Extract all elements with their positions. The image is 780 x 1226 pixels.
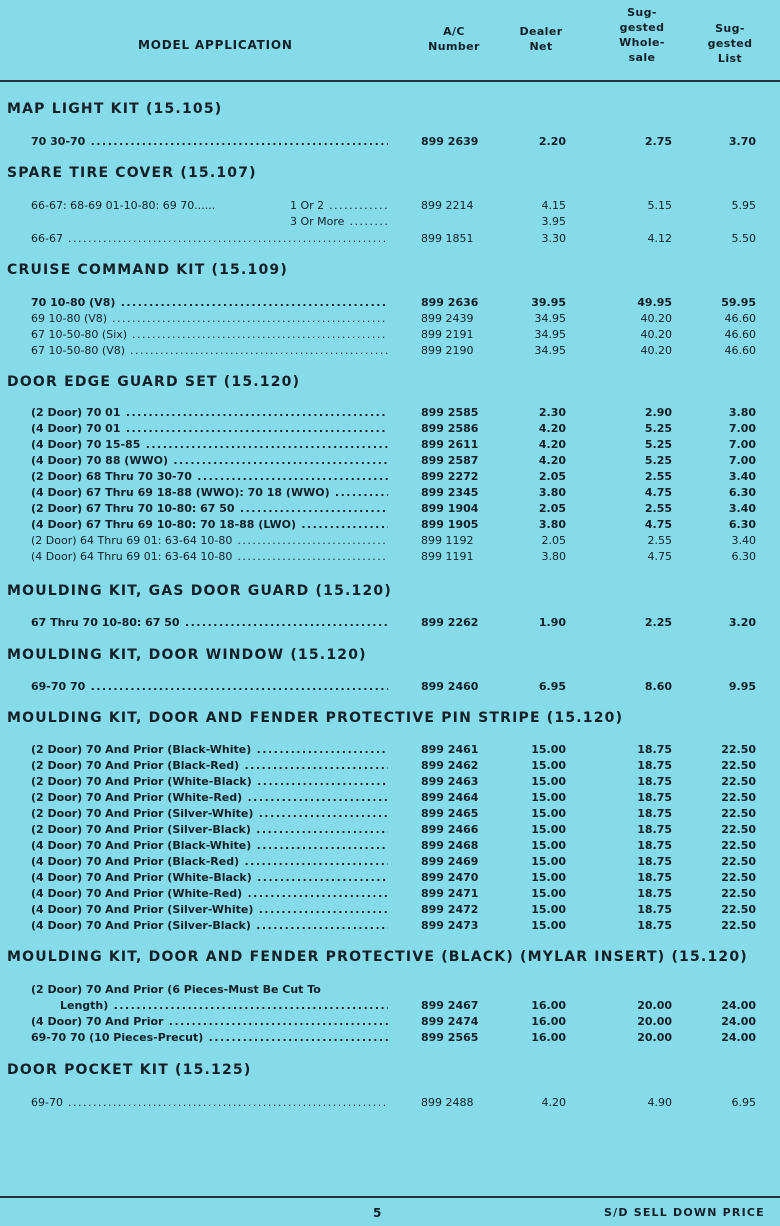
model-application-cell: (2 Door) 68 Thru 70 30-70 .....: [31, 470, 388, 483]
list-price-cell: 7.00: [728, 422, 756, 435]
wholesale-cell: 18.75: [637, 823, 672, 836]
header-ac-number: A/C Number: [428, 25, 480, 53]
table-row: [0, 807, 780, 823]
wholesale-cell: 4.90: [647, 1096, 672, 1109]
table-row: [0, 215, 780, 231]
ac-number-cell: 899 2611: [421, 438, 479, 451]
model-application-cell: (4 Door) 70 88 (WWO) .....: [31, 454, 388, 467]
dealer-net-cell: 16.00: [531, 999, 566, 1012]
section-title: DOOR EDGE GUARD SET (15.120): [7, 374, 301, 390]
list-price-cell: 24.00: [721, 1031, 756, 1044]
wholesale-cell: 4.75: [647, 550, 672, 563]
dealer-net-cell: 34.95: [534, 344, 566, 357]
wholesale-cell: 2.25: [644, 616, 672, 629]
model-application-cell: (4 Door) 70 And Prior (Silver-Black) .....: [31, 919, 388, 932]
model-application-cell: (4 Door) 70 And Prior (Black-Red) .....: [31, 855, 388, 868]
model-application-cell: (4 Door) 64 Thru 69 01: 63-64 10-80 .....: [31, 550, 388, 563]
model-application-cell: (2 Door) 70 And Prior (White-Black) .....: [31, 775, 388, 788]
ac-number-cell: 899 2439: [421, 312, 474, 325]
ac-number-cell: 899 2469: [421, 855, 479, 868]
dealer-net-cell: 15.00: [531, 775, 566, 788]
list-price-cell: 22.50: [721, 759, 756, 772]
table-row: [0, 999, 780, 1015]
header-dealer-net: Dealer Net: [519, 25, 563, 53]
wholesale-cell: 5.25: [644, 438, 672, 451]
dealer-net-cell: 15.00: [531, 919, 566, 932]
table-row: [0, 775, 780, 791]
ac-number-cell: 899 1904: [421, 502, 479, 515]
model-application-cell: (2 Door) 70 And Prior (White-Red) .....: [31, 791, 388, 804]
model-application-cell: (2 Door) 64 Thru 69 01: 63-64 10-80 .....: [31, 534, 388, 547]
list-price-cell: 3.70: [728, 135, 756, 148]
model-application-cell: 69 10-80 (V8) .....: [31, 312, 388, 325]
list-price-cell: 7.00: [728, 454, 756, 467]
list-price-cell: 46.60: [724, 328, 756, 341]
model-application-cell: 69-70 70 .....: [31, 680, 388, 693]
table-row: [0, 871, 780, 887]
table-row: [0, 983, 780, 999]
table-row: [0, 823, 780, 839]
dealer-net-cell: 15.00: [531, 871, 566, 884]
table-row: [0, 344, 780, 360]
dealer-net-cell: 3.80: [538, 486, 566, 499]
model-application-cell: (4 Door) 70 And Prior (Silver-White) .....: [31, 903, 388, 916]
wholesale-cell: 40.20: [640, 344, 672, 357]
ac-number-cell: 899 2465: [421, 807, 479, 820]
wholesale-cell: 8.60: [644, 680, 672, 693]
list-price-cell: 6.30: [728, 486, 756, 499]
model-application-cell: (4 Door) 70 15-85 .....: [31, 438, 388, 451]
ac-number-cell: 899 2460: [421, 680, 479, 693]
wholesale-cell: 5.15: [647, 199, 672, 212]
wholesale-cell: 40.20: [640, 312, 672, 325]
dealer-net-cell: 3.30: [541, 232, 566, 245]
table-row: [0, 534, 780, 550]
model-application-cell: 70 30-70 .....: [31, 135, 388, 148]
dealer-net-cell: 15.00: [531, 807, 566, 820]
quantity-cell: 1 Or 2 .....: [290, 199, 390, 212]
model-application-cell: (4 Door) 67 Thru 69 18-88 (WWO): 70 18 (WWO) .....: [31, 486, 388, 499]
list-price-cell: 22.50: [721, 807, 756, 820]
wholesale-cell: 4.75: [644, 486, 672, 499]
list-price-cell: 24.00: [721, 999, 756, 1012]
section-title: MOULDING KIT, DOOR WINDOW (15.120): [7, 647, 367, 663]
ac-number-cell: 899 2473: [421, 919, 479, 932]
dealer-net-cell: 3.80: [541, 550, 566, 563]
model-application-cell: 70 10-80 (V8) .....: [31, 296, 388, 309]
table-row: [0, 791, 780, 807]
list-price-cell: 3.40: [728, 502, 756, 515]
wholesale-cell: 5.25: [644, 422, 672, 435]
ac-number-cell: 899 1905: [421, 518, 479, 531]
list-price-cell: 22.50: [721, 791, 756, 804]
list-price-cell: 6.30: [728, 518, 756, 531]
table-row: [0, 199, 780, 215]
wholesale-cell: 18.75: [637, 919, 672, 932]
dealer-net-cell: 6.95: [538, 680, 566, 693]
ac-number-cell: 899 2636: [421, 296, 479, 309]
table-row: [0, 502, 780, 518]
dealer-net-cell: 2.30: [538, 406, 566, 419]
table-row: [0, 616, 780, 632]
model-application-cell: (2 Door) 70 01 .....: [31, 406, 388, 419]
list-price-cell: 46.60: [724, 344, 756, 357]
list-price-cell: 22.50: [721, 775, 756, 788]
list-price-cell: 3.40: [731, 534, 756, 547]
list-price-cell: 24.00: [721, 1015, 756, 1028]
dealer-net-cell: 15.00: [531, 839, 566, 852]
ac-number-cell: 899 2464: [421, 791, 479, 804]
list-price-cell: 46.60: [724, 312, 756, 325]
ac-number-cell: 899 2474: [421, 1015, 479, 1028]
header-suggested-wholesale: Sug- gested Whole- sale: [619, 6, 665, 64]
model-application-cell: 69-70 70 (10 Pieces-Precut) .....: [31, 1031, 388, 1044]
table-row: [0, 680, 780, 696]
dealer-net-cell: 1.90: [538, 616, 566, 629]
wholesale-cell: 4.12: [647, 232, 672, 245]
wholesale-cell: 2.55: [644, 502, 672, 515]
ac-number-cell: 899 2190: [421, 344, 474, 357]
table-row: [0, 887, 780, 903]
section-title: SPARE TIRE COVER (15.107): [7, 165, 257, 181]
model-application-cell: (4 Door) 70 And Prior (White-Red) .....: [31, 887, 388, 900]
table-row: [0, 232, 780, 248]
wholesale-cell: 40.20: [640, 328, 672, 341]
ac-number-cell: 899 2587: [421, 454, 479, 467]
page-footer: [0, 1196, 780, 1226]
table-row: [0, 1096, 780, 1112]
ac-number-cell: 899 2586: [421, 422, 479, 435]
list-price-cell: 3.80: [728, 406, 756, 419]
table-row: [0, 550, 780, 566]
table-row: [0, 903, 780, 919]
section-title: DOOR POCKET KIT (15.125): [7, 1062, 252, 1078]
list-price-cell: 22.50: [721, 743, 756, 756]
wholesale-cell: 49.95: [637, 296, 672, 309]
table-row: [0, 919, 780, 935]
list-price-cell: 6.95: [731, 1096, 756, 1109]
table-row: [0, 328, 780, 344]
wholesale-cell: 5.25: [644, 454, 672, 467]
list-price-cell: 59.95: [721, 296, 756, 309]
section-title: MOULDING KIT, DOOR AND FENDER PROTECTIVE PIN STRIPE (15.120): [7, 710, 624, 726]
ac-number-cell: 899 2488: [421, 1096, 474, 1109]
model-application-cell: 67 10-50-80 (Six) .....: [31, 328, 388, 341]
section-title: MOULDING KIT, GAS DOOR GUARD (15.120): [7, 583, 392, 599]
list-price-cell: 3.20: [728, 616, 756, 629]
model-application-cell: 67 10-50-80 (V8) .....: [31, 344, 388, 357]
list-price-cell: 22.50: [721, 855, 756, 868]
dealer-net-cell: 15.00: [531, 903, 566, 916]
table-row: [0, 312, 780, 328]
model-application-cell: (2 Door) 70 And Prior (Silver-White) .....: [31, 807, 388, 820]
ac-number-cell: 899 2262: [421, 616, 479, 629]
list-price-cell: 9.95: [728, 680, 756, 693]
ac-number-cell: 899 2272: [421, 470, 479, 483]
table-row: [0, 438, 780, 454]
ac-number-cell: 899 2466: [421, 823, 479, 836]
list-price-cell: 5.95: [731, 199, 756, 212]
wholesale-cell: 4.75: [644, 518, 672, 531]
model-application-cell: (2 Door) 67 Thru 70 10-80: 67 50 .....: [31, 502, 388, 515]
model-application-cell: (2 Door) 70 And Prior (6 Pieces-Must Be Cut To: [31, 983, 321, 996]
section-title: CRUISE COMMAND KIT (15.109): [7, 262, 288, 278]
wholesale-cell: 20.00: [637, 999, 672, 1012]
model-application-cell: (4 Door) 70 And Prior (White-Black) .....: [31, 871, 388, 884]
dealer-net-cell: 2.05: [541, 534, 566, 547]
dealer-net-cell: 2.05: [538, 470, 566, 483]
model-application-cell: (2 Door) 70 And Prior (Black-White) .....: [31, 743, 388, 756]
ac-number-cell: 899 2565: [421, 1031, 479, 1044]
ac-number-cell: 899 1851: [421, 232, 474, 245]
wholesale-cell: 20.00: [637, 1015, 672, 1028]
dealer-net-cell: 4.20: [538, 438, 566, 451]
ac-number-cell: 899 2470: [421, 871, 479, 884]
model-application-cell: (2 Door) 70 And Prior (Silver-Black) .....: [31, 823, 388, 836]
table-row: [0, 743, 780, 759]
dealer-net-cell: 16.00: [531, 1015, 566, 1028]
wholesale-cell: 18.75: [637, 759, 672, 772]
section-title: MOULDING KIT, DOOR AND FENDER PROTECTIVE (BLACK) (MYLAR INSERT) (15.120): [7, 949, 748, 965]
ac-number-cell: 899 2585: [421, 406, 479, 419]
list-price-cell: 22.50: [721, 823, 756, 836]
ac-number-cell: 899 2191: [421, 328, 474, 341]
wholesale-cell: 18.75: [637, 903, 672, 916]
dealer-net-cell: 15.00: [531, 887, 566, 900]
ac-number-cell: 899 2461: [421, 743, 479, 756]
model-application-cell: (4 Door) 70 And Prior (Black-White) .....: [31, 839, 388, 852]
ac-number-cell: 899 2639: [421, 135, 479, 148]
header-suggested-list: Sug- gested List: [707, 22, 753, 65]
wholesale-cell: 2.55: [644, 470, 672, 483]
model-application-cell: (4 Door) 70 And Prior .....: [31, 1015, 388, 1028]
model-application-cell: 66-67: 68-69 01-10-80: 69 70......: [31, 199, 216, 212]
table-row: [0, 135, 780, 151]
dealer-net-cell: 2.20: [538, 135, 566, 148]
page-number: 5: [373, 1206, 382, 1220]
wholesale-cell: 18.75: [637, 743, 672, 756]
ac-number-cell: 899 1191: [421, 550, 474, 563]
table-row: [0, 406, 780, 422]
table-row: [0, 839, 780, 855]
wholesale-cell: 18.75: [637, 871, 672, 884]
dealer-net-cell: 15.00: [531, 855, 566, 868]
dealer-net-cell: 16.00: [531, 1031, 566, 1044]
quantity-cell: 3 Or More .....: [290, 215, 390, 228]
ac-number-cell: 899 2463: [421, 775, 479, 788]
dealer-net-cell: 15.00: [531, 791, 566, 804]
ac-number-cell: 899 1192: [421, 534, 474, 547]
table-row: [0, 759, 780, 775]
ac-number-cell: 899 2471: [421, 887, 479, 900]
list-price-cell: 22.50: [721, 871, 756, 884]
table-row: [0, 1031, 780, 1047]
model-application-cell: (2 Door) 70 And Prior (Black-Red) .....: [31, 759, 388, 772]
table-row: [0, 454, 780, 470]
wholesale-cell: 2.90: [644, 406, 672, 419]
list-price-cell: 22.50: [721, 839, 756, 852]
dealer-net-cell: 15.00: [531, 759, 566, 772]
ac-number-cell: 899 2462: [421, 759, 479, 772]
model-application-cell: Length) .....: [60, 999, 388, 1012]
ac-number-cell: 899 2467: [421, 999, 479, 1012]
wholesale-cell: 18.75: [637, 775, 672, 788]
wholesale-cell: 18.75: [637, 887, 672, 900]
ac-number-cell: 899 2345: [421, 486, 479, 499]
dealer-net-cell: 3.80: [538, 518, 566, 531]
table-row: [0, 855, 780, 871]
dealer-net-cell: 15.00: [531, 823, 566, 836]
dealer-net-cell: 4.15: [541, 199, 566, 212]
footer-note: S/D SELL DOWN PRICE: [604, 1206, 765, 1219]
model-application-cell: (4 Door) 70 01 .....: [31, 422, 388, 435]
table-row: [0, 296, 780, 312]
ac-number-cell: 899 2468: [421, 839, 479, 852]
header-model-application: MODEL APPLICATION: [138, 38, 293, 52]
wholesale-cell: 2.55: [647, 534, 672, 547]
dealer-net-cell: 34.95: [534, 328, 566, 341]
list-price-cell: 5.50: [731, 232, 756, 245]
dealer-net-cell: 4.20: [538, 422, 566, 435]
ac-number-cell: 899 2472: [421, 903, 479, 916]
ac-number-cell: 899 2214: [421, 199, 474, 212]
list-price-cell: 7.00: [728, 438, 756, 451]
column-header: [0, 0, 780, 82]
dealer-net-cell: 4.20: [541, 1096, 566, 1109]
dealer-net-cell: 3.95: [541, 215, 566, 228]
table-row: [0, 1015, 780, 1031]
model-application-cell: (4 Door) 67 Thru 69 10-80: 70 18-88 (LWO) .....: [31, 518, 388, 531]
list-price-cell: 6.30: [731, 550, 756, 563]
list-price-cell: 22.50: [721, 919, 756, 932]
dealer-net-cell: 2.05: [538, 502, 566, 515]
dealer-net-cell: 15.00: [531, 743, 566, 756]
list-price-cell: 22.50: [721, 887, 756, 900]
table-row: [0, 486, 780, 502]
model-application-cell: 67 Thru 70 10-80: 67 50 .....: [31, 616, 388, 629]
list-price-cell: 22.50: [721, 903, 756, 916]
wholesale-cell: 20.00: [637, 1031, 672, 1044]
wholesale-cell: 2.75: [644, 135, 672, 148]
section-title: MAP LIGHT KIT (15.105): [7, 101, 223, 117]
table-row: [0, 518, 780, 534]
list-price-cell: 3.40: [728, 470, 756, 483]
wholesale-cell: 18.75: [637, 807, 672, 820]
dealer-net-cell: 39.95: [531, 296, 566, 309]
table-row: [0, 470, 780, 486]
model-application-cell: 66-67 .....: [31, 232, 388, 245]
table-row: [0, 422, 780, 438]
model-application-cell: 69-70 .....: [31, 1096, 388, 1109]
wholesale-cell: 18.75: [637, 791, 672, 804]
wholesale-cell: 18.75: [637, 839, 672, 852]
wholesale-cell: 18.75: [637, 855, 672, 868]
dealer-net-cell: 34.95: [534, 312, 566, 325]
dealer-net-cell: 4.20: [538, 454, 566, 467]
